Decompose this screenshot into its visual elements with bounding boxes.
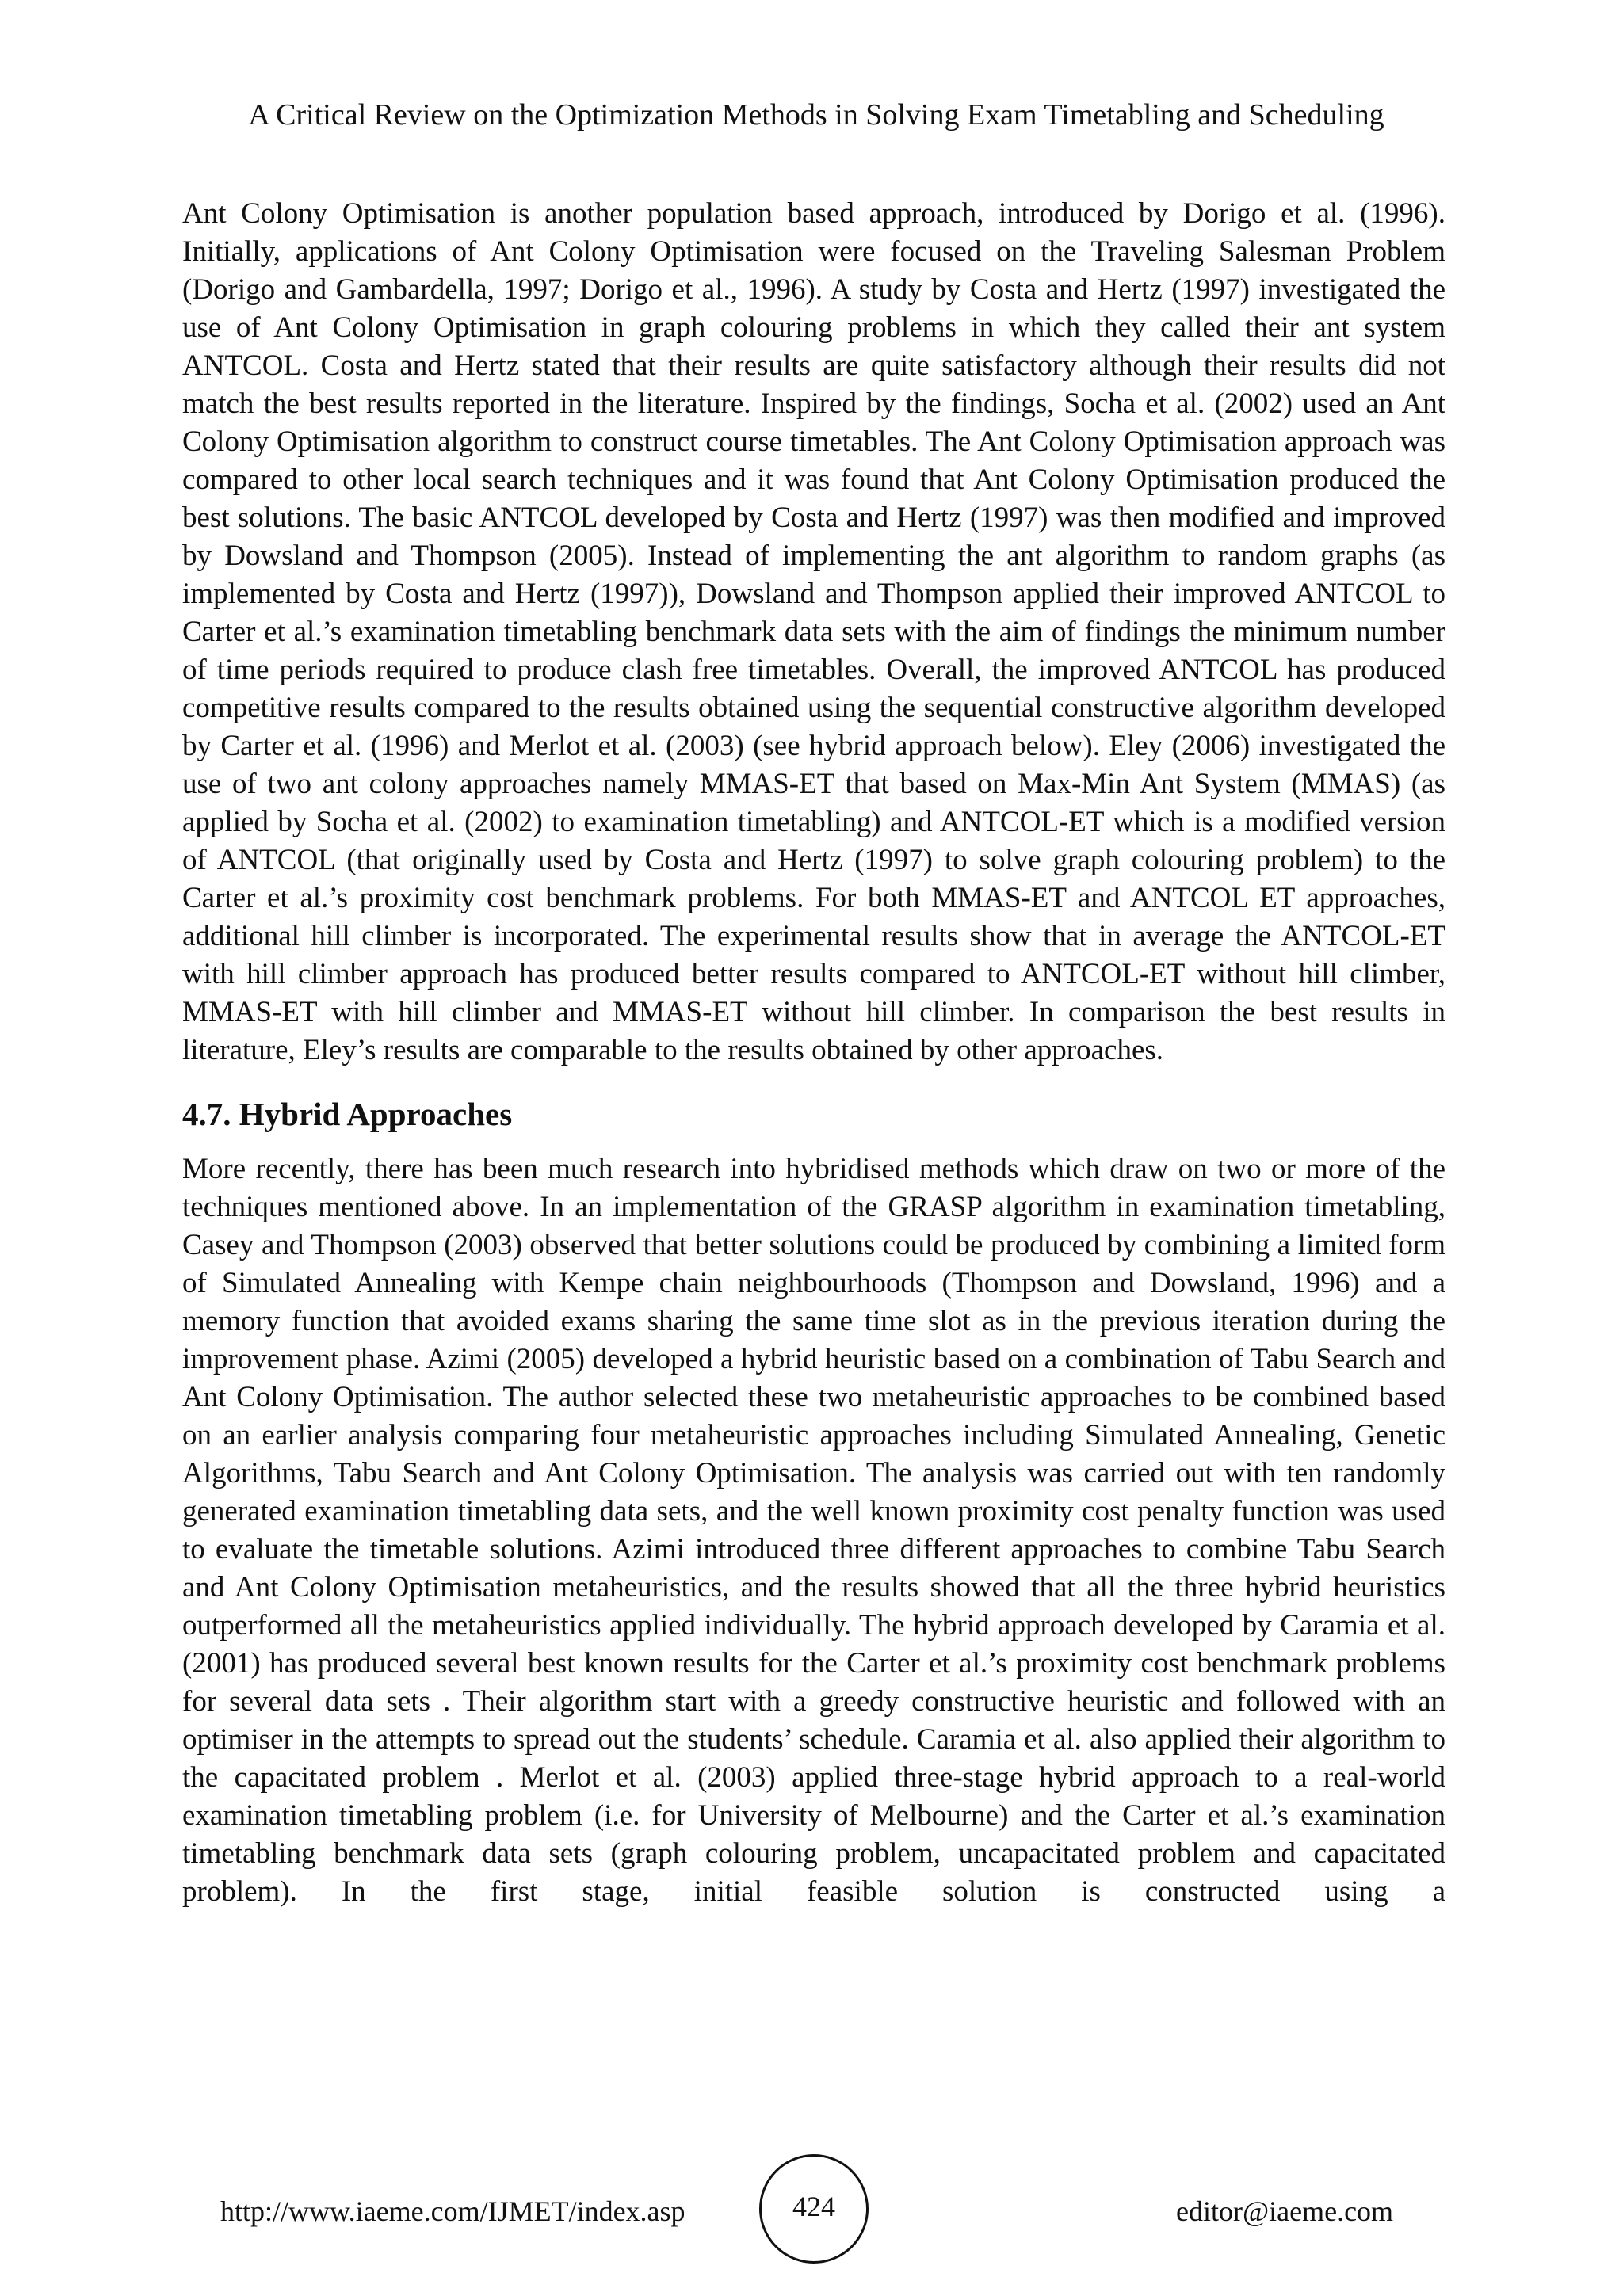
article-body — [182, 195, 1445, 1911]
section-heading-hybrid-approaches: 4.7. Hybrid Approaches — [182, 1096, 513, 1132]
paragraph-hybrid-approaches: More recently, there has been much research into hybridised methods which draw on two or more of the techniques mentioned above. In an implementation of the GRASP algorithm in examination timetabling, Casey and Thompson (2003) observed that better solutions could be produced by combining a limited form of Simulated Annealing with Kempe chain neighbourhoods (Thompson and Dowsland, 1996) and a memory function that avoided exams sharing the same time slot as in the previous iteration during the improvement phase. Azimi (2005) developed a hybrid heuristic based on a combination of Tabu Search and Ant Colony Optimisation. The author selected these two metaheuristic approaches to be combined based on an earlier analysis comparing four metaheuristic approaches including Simulated Annealing, Genetic Algorithms, Tabu Search and Ant Colony Optimisation. The analysis was carried out with ten randomly generated examination timetabling data sets, and the well known proximity cost penalty function was used to evaluate the timetable solutions. Azimi introduced three different approaches to combine Tabu Search and Ant Colony Optimisation metaheuristics, and the results showed that all the three hybrid heuristics outperformed all the metaheuristics applied individually. The hybrid approach developed by Caramia et al. (2001) has produced several best known results for the Carter et al.’s proximity cost benchmark problems for several data sets . Their algorithm start with a greedy constructive heuristic and followed with an optimiser in the attempts to spread out the students’ schedule. Caramia et al. also applied their algorithm to the capacitated problem . Merlot et al. (2003) applied three-stage hybrid approach to a real-world examination timetabling problem (i.e. for University of Melbourne) and the Carter et al.’s examination timetabling benchmark data sets (graph colouring problem, uncapacitated problem and capacitated problem). In the first stage, initial feasible solution is constructed using a — [182, 1153, 1445, 1908]
page-footer — [0, 2154, 1623, 2273]
paragraph-ant-colony-optimisation: Ant Colony Optimisation is another population based approach, introduced by Dorigo et al. (1996). Initially, applications of Ant Colony Optimisation were focused on the Traveling Salesman Problem (Dorigo and Gambardella, 1997; Dorigo et al., 1996). A study by Costa and Hertz (1997) investigated the use of Ant Colony Optimisation in graph colouring problems in which they called their ant system ANTCOL. Costa and Hertz stated that their results are quite satisfactory although their results did not match the best results reported in the literature. Inspired by the findings, Socha et al. (2002) used an Ant Colony Optimisation algorithm to construct course timetables. The Ant Colony Optimisation approach was compared to other local search techniques and it was found that Ant Colony Optimisation produced the best solutions. The basic ANTCOL developed by Costa and Hertz (1997) was then modified and improved by Dowsland and Thompson (2005). Instead of implementing the ant algorithm to random graphs (as implemented by Costa and Hertz (1997)), Dowsland and Thompson applied their improved ANTCOL to Carter et al.’s examination timetabling benchmark data sets with the aim of findings the minimum number of time periods required to produce clash free timetables. Overall, the improved ANTCOL has produced competitive results compared to the results obtained using the sequential constructive algorithm developed by Carter et al. (1996) and Merlot et al. (2003) (see hybrid approach below). Eley (2006) investigated the use of two ant colony approaches namely MMAS-ET that based on Max-Min Ant System (MMAS) (as applied by Socha et al. (2002) to examination timetabling) and ANTCOL-ET which is a modified version of ANTCOL (that originally used by Costa and Hertz (1997) to solve graph colouring problem) to the Carter et al.’s proximity cost benchmark problems. For both MMAS-ET and ANTCOL ET approaches, additional hill climber is incorporated. The experimental results show that in average the ANTCOL-ET with hill climber approach has produced better results compared to ANTCOL-ET without hill climber, MMAS-ET with hill climber and MMAS-ET without hill climber. In comparison the best results in literature, Eley’s results are comparable to the results obtained by other approaches. — [182, 197, 1445, 1066]
running-header-title: A Critical Review on the Optimization Methods in Solving Exam Timetabling and Scheduling — [248, 98, 1384, 132]
page-number-circle — [759, 2154, 869, 2264]
footer-email-link[interactable]: editor@iaeme.com — [1176, 2195, 1394, 2227]
footer-url-link[interactable]: http://www.iaeme.com/IJMET/index.asp — [220, 2195, 685, 2227]
page-number: 424 — [792, 2191, 835, 2222]
